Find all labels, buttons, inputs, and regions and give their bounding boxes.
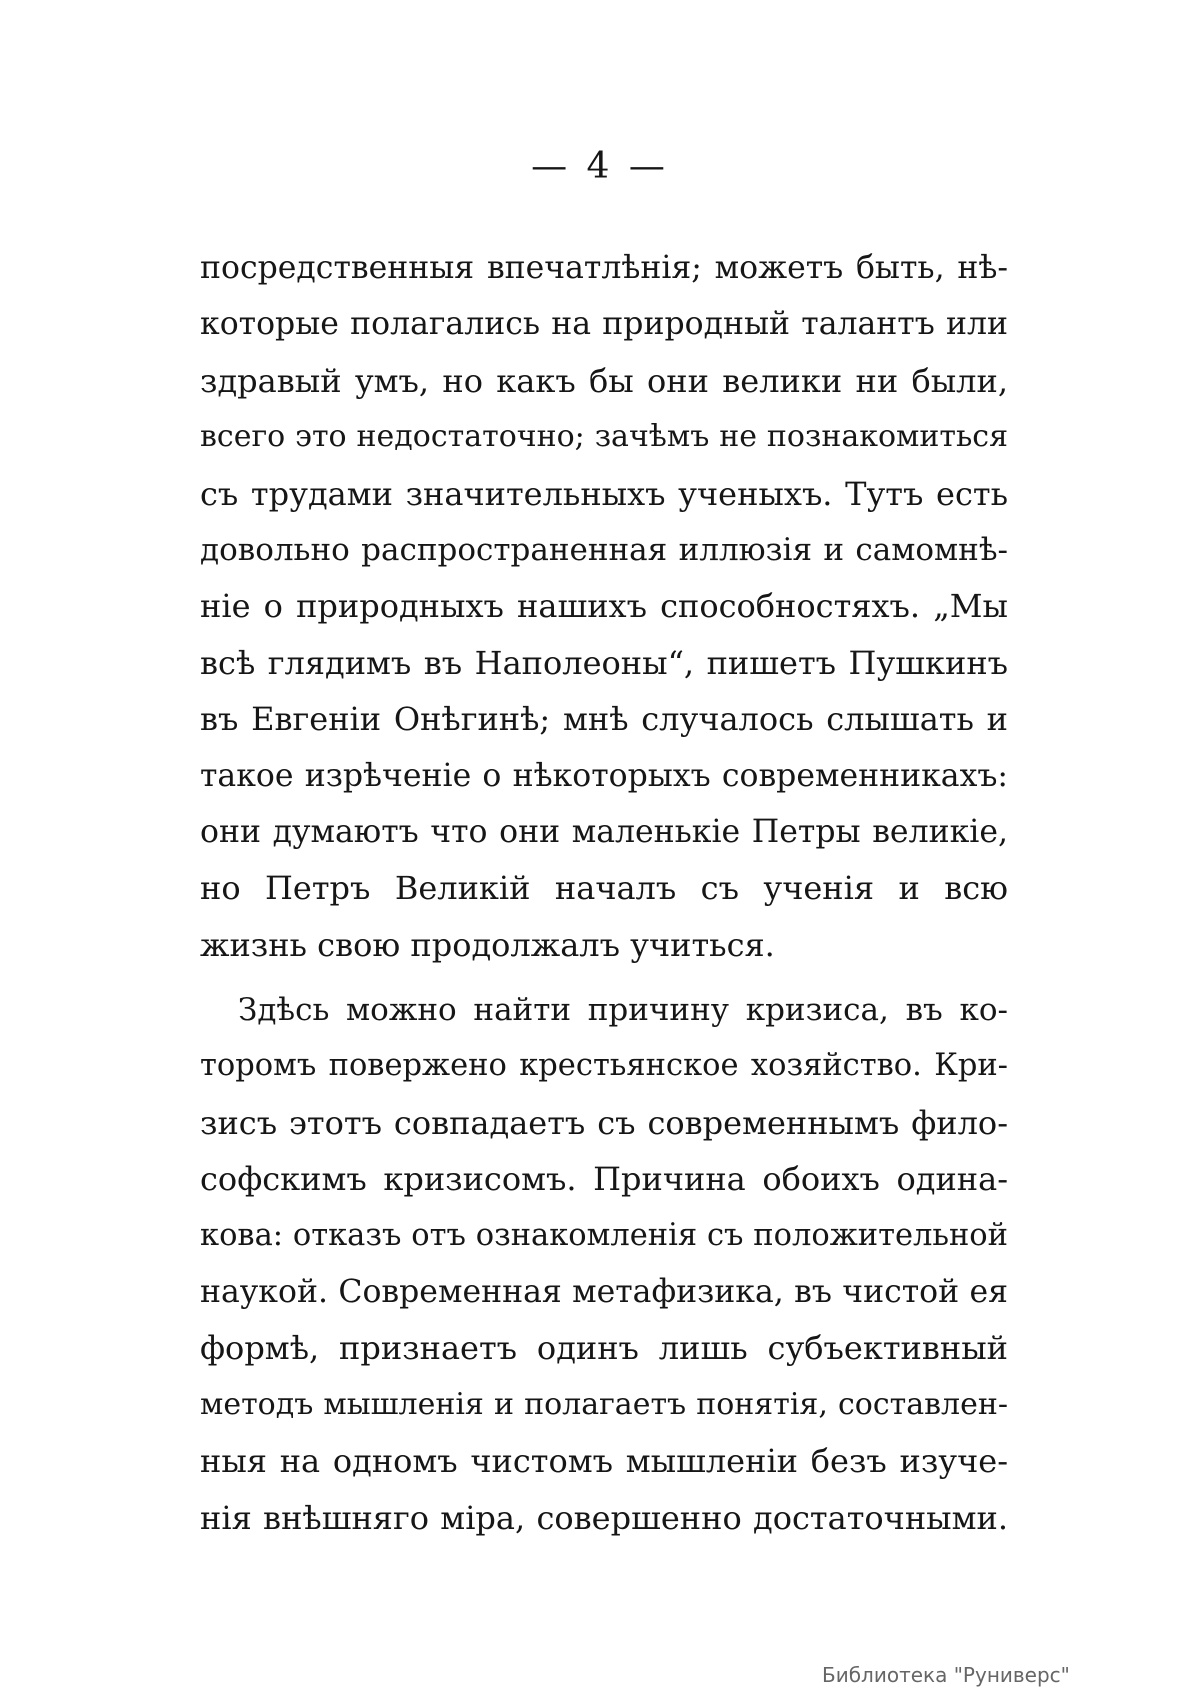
text-line: съ трудами значительныхъ ученыхъ. Тутъ есть	[200, 474, 1008, 513]
text-line: такое изрѣченіе о нѣкоторыхъ современникахъ:	[200, 757, 1008, 794]
text-line: софскимъ кризисомъ. Причина обоихъ одина-	[200, 1160, 1008, 1199]
text-line: зисъ этотъ совпадаетъ съ современнымъ фило-	[200, 1103, 1008, 1142]
text-line: жизнь свою продолжалъ учиться.	[200, 925, 775, 964]
text-line: посредственныя впечатлѣнія; можетъ быть, нѣ-	[200, 250, 1008, 286]
library-watermark: Библиотека "Руниверс"	[822, 1663, 1070, 1687]
text-line: формѣ, признаетъ одинъ лишь субъективный	[200, 1329, 1008, 1368]
text-line: здравый умъ, но какъ бы они велики ни были,	[200, 361, 1008, 400]
text-line: всего это недостаточно; зачѣмъ не познакомиться	[200, 419, 1008, 455]
paragraph-1	[200, 240, 1008, 973]
paragraph-2	[200, 982, 1008, 1546]
text-line: всѣ глядимъ въ Наполеоны“, пишетъ Пушкинъ	[200, 643, 1008, 682]
page-number: — 4 —	[531, 146, 669, 187]
text-line: ніе о природныхъ нашихъ способностяхъ. „Мы	[200, 587, 1008, 626]
text-line: торомъ повержено крестьянское хозяйство. Кри-	[200, 1048, 1008, 1084]
text-line: которые полагались на природный талантъ или	[200, 306, 1008, 343]
text-line: Здѣсь можно найти причину кризиса, въ ко-	[238, 992, 1008, 1028]
text-line: наукой. Современная метафизика, въ чистой ея	[200, 1273, 1008, 1310]
text-line: кова: отказъ отъ ознакомленія съ положительной	[200, 1217, 1008, 1253]
text-line: въ Евгеніи Онѣгинѣ; мнѣ случалось слышать и	[200, 700, 1008, 739]
text-line: они думаютъ что они маленькіе Петры великіе,	[200, 813, 1008, 850]
text-line: но Петръ Великій началъ съ ученія и всю	[200, 869, 1008, 908]
text-line: довольно распространенная иллюзія и самомнѣ-	[200, 531, 1008, 568]
text-line: методъ мышленія и полагаетъ понятія, составлен-	[200, 1386, 1008, 1422]
text-line: ныя на одномъ чистомъ мышленіи безъ изуче-	[200, 1442, 1008, 1481]
text-line: нія внѣшняго міра, совершенно достаточными.	[200, 1498, 1008, 1537]
